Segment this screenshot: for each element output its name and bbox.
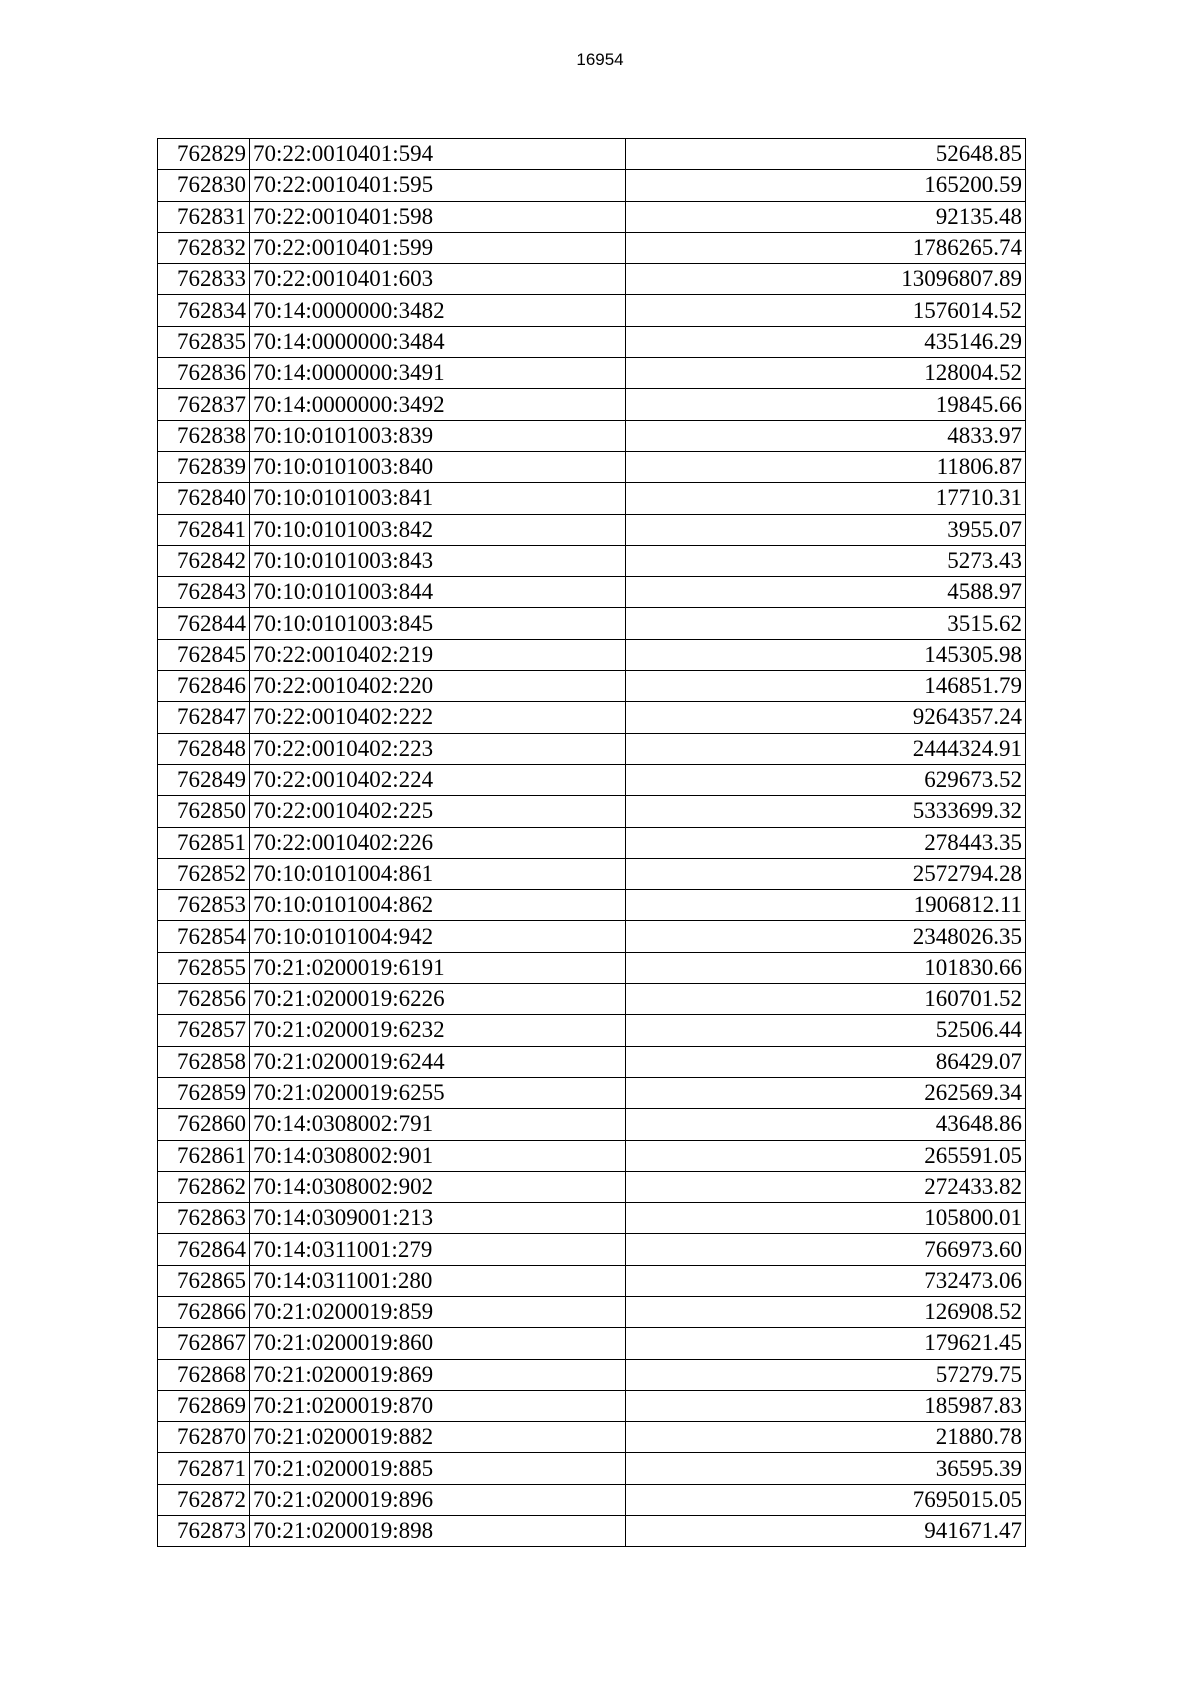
row-number-cell: 762844 (158, 608, 250, 639)
cadastral-value-cell: 2572794.28 (626, 858, 1026, 889)
cadastral-value-cell: 17710.31 (626, 483, 1026, 514)
cadastral-number-cell: 70:10:0101003:844 (250, 577, 626, 608)
table-row (158, 1171, 1026, 1202)
cadastral-number-cell: 70:14:0311001:280 (250, 1265, 626, 1296)
cadastral-value-cell: 11806.87 (626, 451, 1026, 482)
cadastral-value-cell: 57279.75 (626, 1359, 1026, 1390)
cadastral-value-cell: 278443.35 (626, 827, 1026, 858)
cadastral-number-cell: 70:22:0010402:222 (250, 702, 626, 733)
cadastral-number-cell: 70:14:0308002:901 (250, 1140, 626, 1171)
table-row (158, 858, 1026, 889)
cadastral-number-cell: 70:14:0308002:902 (250, 1171, 626, 1202)
cadastral-value-table (157, 138, 1026, 1547)
cadastral-value-cell: 160701.52 (626, 984, 1026, 1015)
cadastral-value-cell: 36595.39 (626, 1453, 1026, 1484)
row-number-cell: 762856 (158, 984, 250, 1015)
cadastral-number-cell: 70:10:0101003:843 (250, 545, 626, 576)
table-row (158, 639, 1026, 670)
row-number-cell: 762855 (158, 952, 250, 983)
row-number-cell: 762843 (158, 577, 250, 608)
table-row (158, 1109, 1026, 1140)
table-row (158, 514, 1026, 545)
row-number-cell: 762834 (158, 295, 250, 326)
cadastral-value-cell: 86429.07 (626, 1046, 1026, 1077)
cadastral-number-cell: 70:21:0200019:6255 (250, 1077, 626, 1108)
table-row (158, 827, 1026, 858)
table-row (158, 483, 1026, 514)
cadastral-value-cell: 185987.83 (626, 1390, 1026, 1421)
row-number-cell: 762830 (158, 170, 250, 201)
cadastral-number-cell: 70:22:0010402:219 (250, 639, 626, 670)
table-row (158, 1265, 1026, 1296)
table-row (158, 1046, 1026, 1077)
row-number-cell: 762871 (158, 1453, 250, 1484)
table-row (158, 921, 1026, 952)
table-row (158, 170, 1026, 201)
table-row (158, 702, 1026, 733)
row-number-cell: 762850 (158, 796, 250, 827)
cadastral-number-cell: 70:10:0101003:842 (250, 514, 626, 545)
cadastral-number-cell: 70:10:0101003:840 (250, 451, 626, 482)
row-number-cell: 762861 (158, 1140, 250, 1171)
cadastral-number-cell: 70:14:0000000:3484 (250, 326, 626, 357)
row-number-cell: 762832 (158, 232, 250, 263)
table-row (158, 764, 1026, 795)
table-row (158, 890, 1026, 921)
cadastral-number-cell: 70:10:0101004:862 (250, 890, 626, 921)
cadastral-value-cell: 3515.62 (626, 608, 1026, 639)
page-number: 16954 (576, 50, 624, 69)
cadastral-number-cell: 70:14:0000000:3492 (250, 389, 626, 420)
table-row (158, 608, 1026, 639)
row-number-cell: 762848 (158, 733, 250, 764)
cadastral-value-cell: 5273.43 (626, 545, 1026, 576)
cadastral-value-cell: 4833.97 (626, 420, 1026, 451)
cadastral-number-cell: 70:10:0101003:841 (250, 483, 626, 514)
cadastral-number-cell: 70:22:0010402:226 (250, 827, 626, 858)
row-number-cell: 762859 (158, 1077, 250, 1108)
cadastral-value-cell: 52648.85 (626, 139, 1026, 170)
row-number-cell: 762858 (158, 1046, 250, 1077)
cadastral-value-cell: 2348026.35 (626, 921, 1026, 952)
cadastral-number-cell: 70:22:0010401:603 (250, 264, 626, 295)
cadastral-number-cell: 70:14:0309001:213 (250, 1203, 626, 1234)
cadastral-value-cell: 19845.66 (626, 389, 1026, 420)
row-number-cell: 762842 (158, 545, 250, 576)
table-row (158, 1203, 1026, 1234)
cadastral-value-cell: 145305.98 (626, 639, 1026, 670)
cadastral-value-cell: 43648.86 (626, 1109, 1026, 1140)
cadastral-value-cell: 126908.52 (626, 1296, 1026, 1327)
table-row (158, 358, 1026, 389)
cadastral-number-cell: 70:10:0101003:839 (250, 420, 626, 451)
row-number-cell: 762866 (158, 1296, 250, 1327)
row-number-cell: 762862 (158, 1171, 250, 1202)
cadastral-value-cell: 128004.52 (626, 358, 1026, 389)
cadastral-number-cell: 70:22:0010402:220 (250, 671, 626, 702)
cadastral-number-cell: 70:14:0000000:3482 (250, 295, 626, 326)
table-row (158, 326, 1026, 357)
cadastral-number-cell: 70:10:0101003:845 (250, 608, 626, 639)
table-row (158, 671, 1026, 702)
cadastral-number-cell: 70:14:0311001:279 (250, 1234, 626, 1265)
table-row (158, 984, 1026, 1015)
row-number-cell: 762841 (158, 514, 250, 545)
table-row (158, 389, 1026, 420)
row-number-cell: 762868 (158, 1359, 250, 1390)
cadastral-value-cell: 179621.45 (626, 1328, 1026, 1359)
row-number-cell: 762831 (158, 201, 250, 232)
cadastral-number-cell: 70:22:0010402:223 (250, 733, 626, 764)
table-row (158, 420, 1026, 451)
cadastral-number-cell: 70:10:0101004:861 (250, 858, 626, 889)
table-row (158, 232, 1026, 263)
table-row (158, 1453, 1026, 1484)
table-row (158, 201, 1026, 232)
cadastral-number-cell: 70:21:0200019:870 (250, 1390, 626, 1421)
row-number-cell: 762854 (158, 921, 250, 952)
cadastral-number-cell: 70:21:0200019:885 (250, 1453, 626, 1484)
cadastral-value-cell: 52506.44 (626, 1015, 1026, 1046)
row-number-cell: 762833 (158, 264, 250, 295)
table-row (158, 451, 1026, 482)
cadastral-number-cell: 70:21:0200019:869 (250, 1359, 626, 1390)
cadastral-value-cell: 13096807.89 (626, 264, 1026, 295)
cadastral-value-cell: 1786265.74 (626, 232, 1026, 263)
cadastral-number-cell: 70:22:0010402:225 (250, 796, 626, 827)
cadastral-number-cell: 70:21:0200019:6244 (250, 1046, 626, 1077)
cadastral-value-cell: 2444324.91 (626, 733, 1026, 764)
cadastral-value-cell: 105800.01 (626, 1203, 1026, 1234)
cadastral-value-cell: 92135.48 (626, 201, 1026, 232)
table-row (158, 545, 1026, 576)
table-row (158, 1077, 1026, 1108)
cadastral-value-cell: 766973.60 (626, 1234, 1026, 1265)
row-number-cell: 762852 (158, 858, 250, 889)
row-number-cell: 762829 (158, 139, 250, 170)
row-number-cell: 762837 (158, 389, 250, 420)
table-row (158, 1422, 1026, 1453)
row-number-cell: 762872 (158, 1484, 250, 1515)
cadastral-number-cell: 70:14:0308002:791 (250, 1109, 626, 1140)
cadastral-value-cell: 629673.52 (626, 764, 1026, 795)
row-number-cell: 762836 (158, 358, 250, 389)
table-row (158, 577, 1026, 608)
cadastral-number-cell: 70:22:0010401:599 (250, 232, 626, 263)
row-number-cell: 762847 (158, 702, 250, 733)
cadastral-value-cell: 9264357.24 (626, 702, 1026, 733)
table-row (158, 1359, 1026, 1390)
table-row (158, 1516, 1026, 1547)
table-row (158, 1390, 1026, 1421)
row-number-cell: 762873 (158, 1516, 250, 1547)
cadastral-number-cell: 70:21:0200019:6232 (250, 1015, 626, 1046)
cadastral-number-cell: 70:14:0000000:3491 (250, 358, 626, 389)
row-number-cell: 762857 (158, 1015, 250, 1046)
table-row (158, 1234, 1026, 1265)
cadastral-value-cell: 435146.29 (626, 326, 1026, 357)
row-number-cell: 762849 (158, 764, 250, 795)
table-row (158, 1140, 1026, 1171)
cadastral-value-cell: 732473.06 (626, 1265, 1026, 1296)
row-number-cell: 762845 (158, 639, 250, 670)
cadastral-number-cell: 70:21:0200019:860 (250, 1328, 626, 1359)
cadastral-value-cell: 21880.78 (626, 1422, 1026, 1453)
row-number-cell: 762863 (158, 1203, 250, 1234)
cadastral-value-cell: 3955.07 (626, 514, 1026, 545)
cadastral-number-cell: 70:22:0010401:594 (250, 139, 626, 170)
cadastral-value-cell: 262569.34 (626, 1077, 1026, 1108)
cadastral-value-cell: 1906812.11 (626, 890, 1026, 921)
row-number-cell: 762853 (158, 890, 250, 921)
cadastral-value-cell: 1576014.52 (626, 295, 1026, 326)
cadastral-value-cell: 5333699.32 (626, 796, 1026, 827)
cadastral-value-cell: 7695015.05 (626, 1484, 1026, 1515)
row-number-cell: 762851 (158, 827, 250, 858)
cadastral-value-cell: 165200.59 (626, 170, 1026, 201)
cadastral-number-cell: 70:21:0200019:882 (250, 1422, 626, 1453)
row-number-cell: 762838 (158, 420, 250, 451)
table-row (158, 139, 1026, 170)
cadastral-value-cell: 941671.47 (626, 1516, 1026, 1547)
table-row (158, 796, 1026, 827)
table-row (158, 952, 1026, 983)
cadastral-number-cell: 70:10:0101004:942 (250, 921, 626, 952)
row-number-cell: 762840 (158, 483, 250, 514)
cadastral-value-cell: 272433.82 (626, 1171, 1026, 1202)
cadastral-number-cell: 70:22:0010401:598 (250, 201, 626, 232)
cadastral-number-cell: 70:21:0200019:6226 (250, 984, 626, 1015)
cadastral-value-cell: 265591.05 (626, 1140, 1026, 1171)
row-number-cell: 762864 (158, 1234, 250, 1265)
table-row (158, 733, 1026, 764)
row-number-cell: 762835 (158, 326, 250, 357)
table-row (158, 264, 1026, 295)
cadastral-number-cell: 70:21:0200019:898 (250, 1516, 626, 1547)
table-row (158, 1484, 1026, 1515)
row-number-cell: 762865 (158, 1265, 250, 1296)
table-row (158, 1015, 1026, 1046)
cadastral-value-cell: 101830.66 (626, 952, 1026, 983)
table-body (158, 139, 1026, 1547)
cadastral-value-cell: 4588.97 (626, 577, 1026, 608)
row-number-cell: 762839 (158, 451, 250, 482)
row-number-cell: 762846 (158, 671, 250, 702)
table-row (158, 1328, 1026, 1359)
cadastral-value-cell: 146851.79 (626, 671, 1026, 702)
table-row (158, 295, 1026, 326)
table-row (158, 1296, 1026, 1327)
cadastral-number-cell: 70:21:0200019:6191 (250, 952, 626, 983)
row-number-cell: 762860 (158, 1109, 250, 1140)
row-number-cell: 762870 (158, 1422, 250, 1453)
cadastral-number-cell: 70:22:0010402:224 (250, 764, 626, 795)
cadastral-number-cell: 70:21:0200019:896 (250, 1484, 626, 1515)
cadastral-number-cell: 70:21:0200019:859 (250, 1296, 626, 1327)
row-number-cell: 762869 (158, 1390, 250, 1421)
row-number-cell: 762867 (158, 1328, 250, 1359)
cadastral-number-cell: 70:22:0010401:595 (250, 170, 626, 201)
